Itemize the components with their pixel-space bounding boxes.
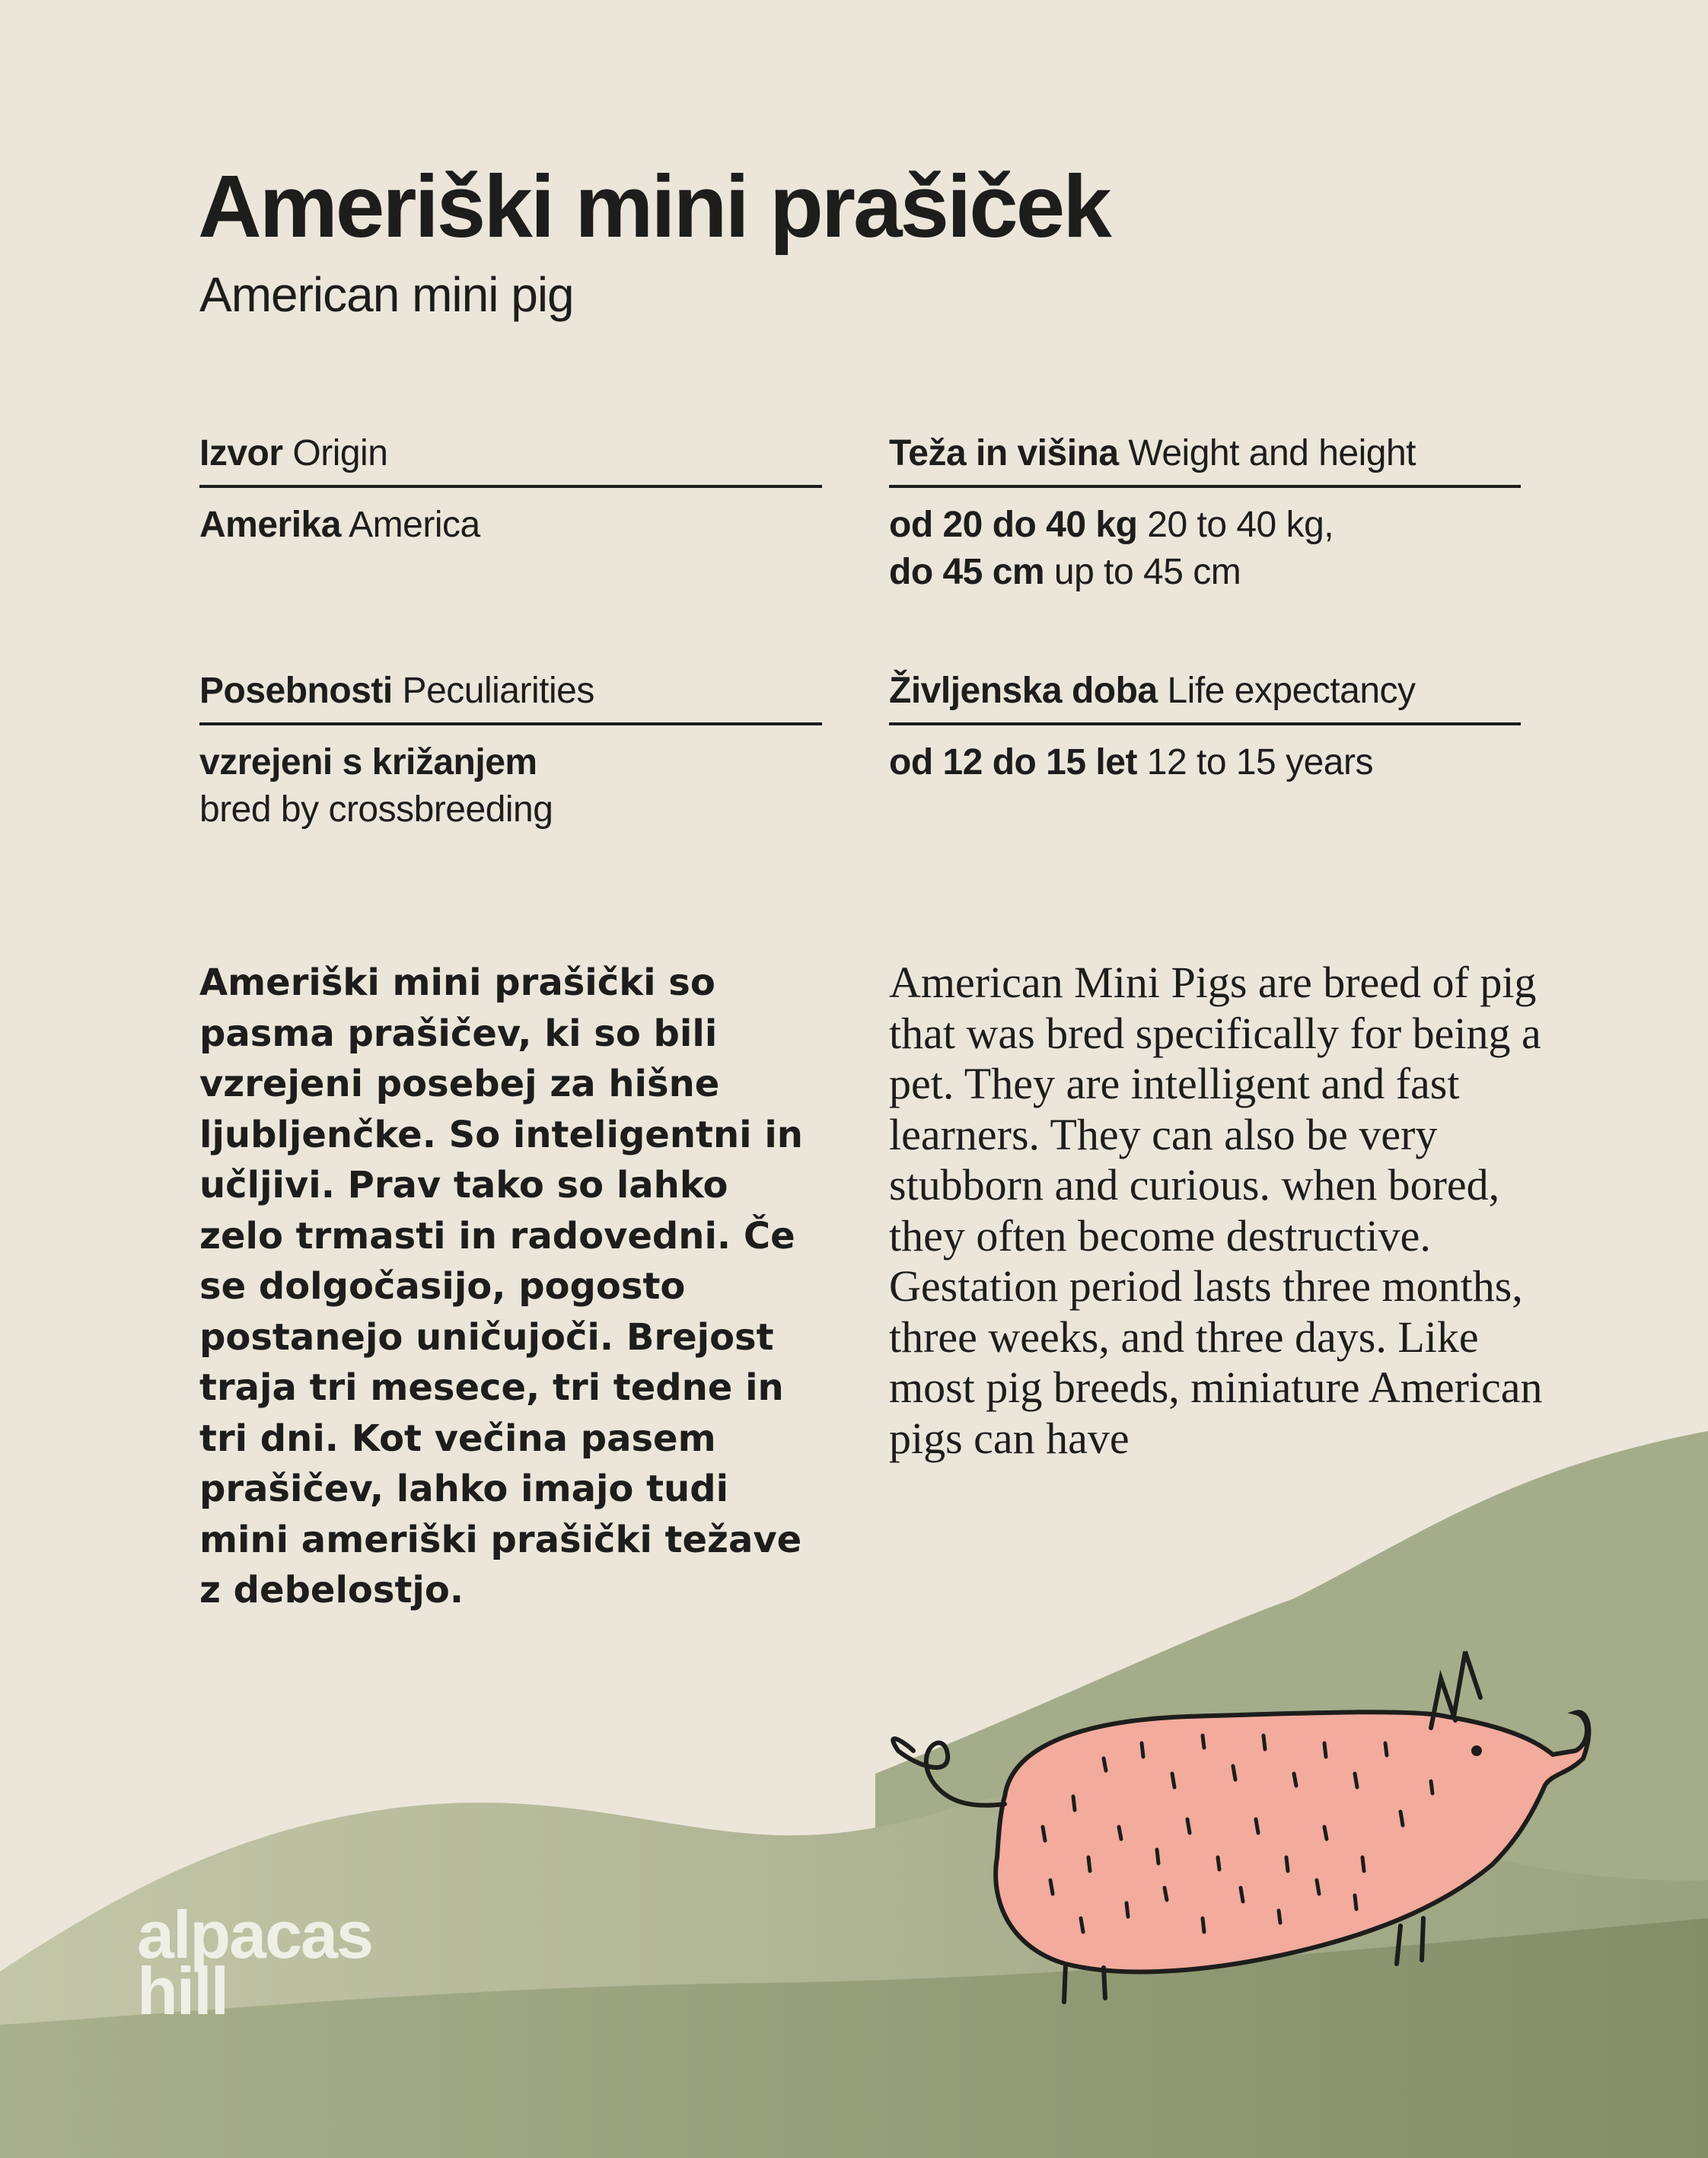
fact-origin-value [199,502,822,549]
fact-life-label-en: Life expectancy [1167,671,1416,711]
fact-origin-value-en: America [349,505,480,545]
fact-peculiarities [199,670,822,834]
fact-origin [199,432,822,549]
fact-weight [889,432,1521,596]
fact-origin-label-sl: Izvor [199,433,283,473]
fact-peculiarities-header [199,670,822,725]
fact-peculiarities-label-sl: Posebnosti [199,671,393,711]
fact-life-header [889,670,1521,725]
description-english: American Mini Pigs are breed of pig that was bred specifically for being a pet. They are intelligent and fast learners. They can also be very stubborn and curious. when bored, they often become destructive. Gestation period lasts three months, three weeks, and three days. Like most pig breeds, miniature American pigs can have [889,958,1543,1463]
fact-peculiarities-value-sl: vzrejeni s križanjem [199,742,537,783]
pig-eye [1474,1748,1480,1754]
pig-leg-2 [1104,1968,1105,1998]
fact-life-label-sl: Življenska doba [889,671,1158,711]
fact-life-value-en: 12 to 15 years [1146,742,1373,783]
fact-weight-value1-sl: od 20 do 40 kg [889,505,1138,545]
alpacas-hill-logo [137,1897,372,2029]
page-title: Ameriški mini prašiček [198,157,1110,256]
fact-peculiarities-value-en: bred by crossbreeding [199,789,553,830]
fact-peculiarities-value [199,739,822,834]
fact-weight-header [889,432,1521,488]
fact-weight-value2-en: up to 45 cm [1053,552,1241,592]
description-slovenian: Ameriški mini prašički so pasma prašičev, ki so bili vzrejeni posebej za hišne ljubljenčke. So inteligentni in učljivi. Prav tako so lahko zelo trmasti in radovedni. Če se dolgočasijo, pogosto postanejo uničujoči. Brejost traja tri mesece, tri tedne in tri dni. Kot večina pasem prašičev, lahko imajo tudi mini ameriški prašički težave z debelostjo. [199,961,803,1611]
page-subtitle: American mini pig [199,267,574,322]
fact-life-value-sl: od 12 do 15 let [889,742,1137,783]
fact-life-value [889,739,1521,786]
fact-peculiarities-label-en: Peculiarities [402,671,594,711]
logo-line-1: alpacas [137,1897,372,1972]
fact-origin-label-en: Origin [292,433,388,473]
fact-weight-label-en: Weight and height [1128,433,1416,473]
fact-weight-value1-en: 20 to 40 kg, [1147,505,1334,545]
pig-leg-1 [1064,1964,1066,2002]
logo-line-2: hill [137,1953,228,2029]
fact-life [889,670,1521,786]
fact-origin-header [199,432,822,488]
fact-weight-value [889,502,1521,596]
fact-weight-label-sl: Teža in višina [889,433,1119,473]
fact-weight-value2-sl: do 45 cm [889,552,1045,592]
fact-origin-value-sl: Amerika [199,505,341,545]
pig-leg-4 [1422,1918,1423,1960]
